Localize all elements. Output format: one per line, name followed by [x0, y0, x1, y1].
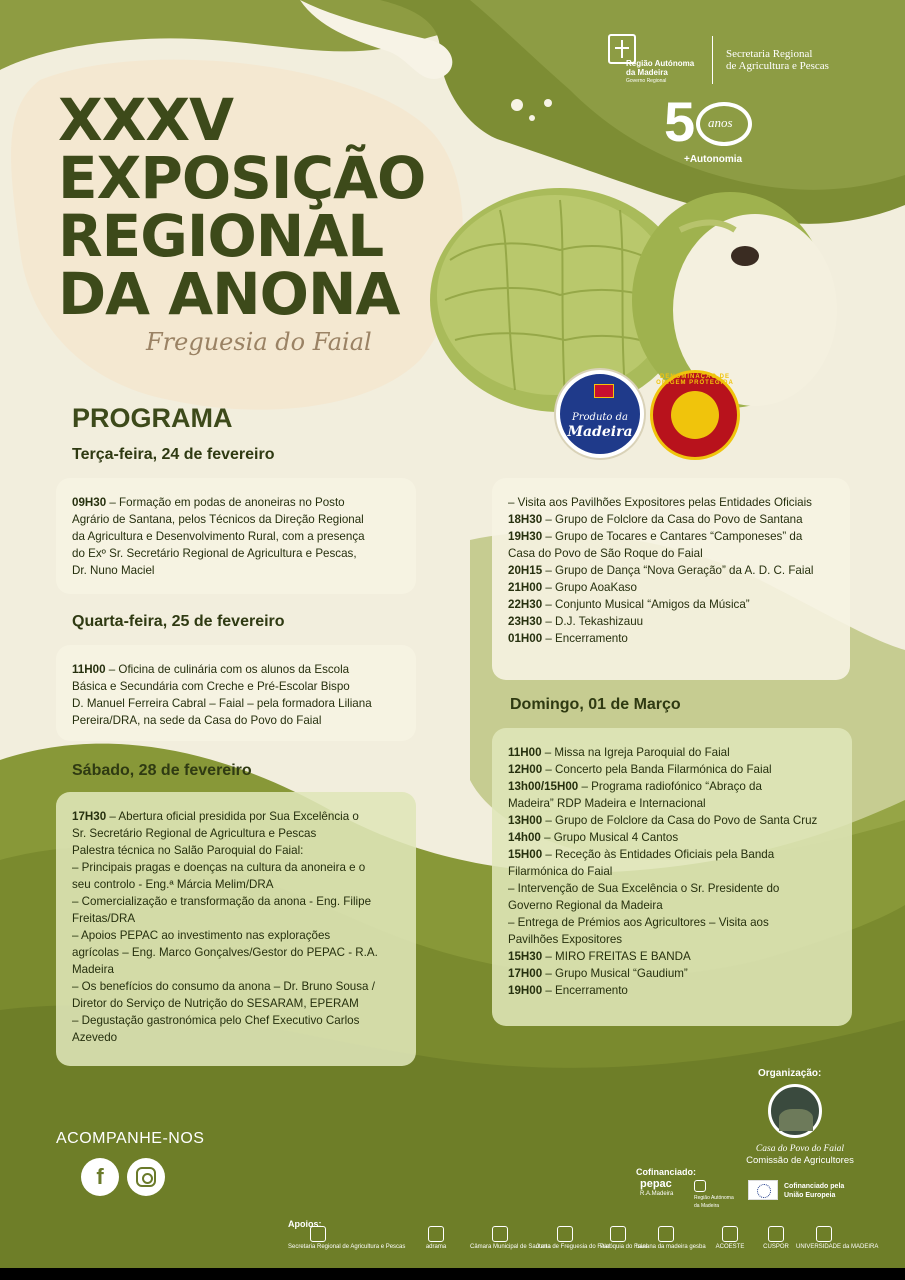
crest-icon — [557, 1226, 573, 1242]
schedule-time: 09H30 — [72, 496, 107, 509]
day-title-sabado: Sábado, 28 de fevereiro — [72, 762, 252, 779]
pepac-sub: R.A.Madeira — [640, 1191, 674, 1197]
schedule-line — [72, 927, 400, 944]
schedule-card-sabado-continued — [492, 478, 850, 680]
schedule-card-terca — [56, 478, 416, 594]
schedule-time: 20H15 — [508, 564, 543, 577]
autonomy-anniversary-logo — [664, 90, 764, 172]
org-name-line1: Casa do Povo do Faial — [755, 1144, 845, 1154]
organizer-name — [740, 1143, 860, 1166]
title-roman-numeral: XXXV — [58, 86, 234, 154]
schedule-text: – Os benefícios do consumo da anona – Dr. Bruno Sousa / — [72, 980, 375, 993]
schedule-line — [508, 914, 836, 931]
pepac-logo — [640, 1180, 673, 1198]
schedule-line — [508, 630, 834, 647]
pm-big-text: Madeira — [567, 424, 633, 440]
sponsor-name: Câmara Municipal de Santana — [470, 1244, 551, 1250]
schedule-text: – Degustação gastronómica pelo Chef Executivo Carlos — [72, 1014, 360, 1027]
schedule-time: 01H00 — [508, 632, 543, 645]
schedule-text: – Encerramento — [542, 984, 628, 997]
sponsor-name: banana da madeira gesba — [636, 1244, 706, 1250]
schedule-text: – Grupo Musical 4 Cantos — [540, 831, 679, 844]
schedule-text: – MIRO FREITAS E BANDA — [542, 950, 691, 963]
schedule-line — [508, 562, 834, 579]
schedule-time: 15H30 — [508, 950, 543, 963]
schedule-line — [72, 808, 400, 825]
schedule-line — [508, 579, 834, 596]
sponsor-name: Paróquia do Faial — [600, 1244, 648, 1250]
schedule-text: Pavilhões Expositores — [508, 933, 623, 946]
schedule-line — [72, 978, 400, 995]
sponsor-logo — [600, 1226, 648, 1256]
schedule-line — [72, 528, 400, 545]
schedule-line — [72, 995, 400, 1012]
schedule-time: 23H30 — [508, 615, 543, 628]
schedule-time: 19H30 — [508, 530, 543, 543]
eu-text1: Cofinanciado pela — [784, 1183, 845, 1190]
region-name — [626, 59, 716, 86]
church-icon — [610, 1226, 626, 1242]
schedule-time: 14h00 — [508, 831, 541, 844]
pepac-name: pepac — [640, 1178, 672, 1190]
schedule-text: Madeira — [72, 963, 114, 976]
secretaria-line1: Secretaria Regional — [726, 48, 813, 60]
region-line2: da Madeira — [626, 68, 668, 77]
sponsor-name: adrama — [425, 1244, 447, 1250]
schedule-line — [508, 795, 836, 812]
schedule-line — [72, 859, 400, 876]
org-name-line2: Comissão de Agricultores — [746, 1155, 854, 1166]
eu-cofinance — [784, 1182, 844, 1200]
schedule-line — [72, 1012, 400, 1029]
schedule-line — [72, 661, 400, 678]
sponsor-logo — [412, 1226, 460, 1256]
schedule-line — [508, 613, 834, 630]
schedule-text: – Grupo de Folclore da Casa do Povo de Santa Cruz — [542, 814, 818, 827]
schedule-line — [72, 1029, 400, 1046]
schedule-line — [72, 562, 400, 579]
sponsor-logo — [706, 1226, 754, 1256]
schedule-text: – Formação em podas de anoneiras no Posto — [106, 496, 345, 509]
cof-region-name: Região Autónoma da Madeira — [694, 1195, 734, 1209]
schedule-text: Governo Regional da Madeira — [508, 899, 663, 912]
instagram-glyph-icon — [136, 1167, 156, 1187]
schedule-text: – Concerto pela Banda Filarmónica do Faial — [542, 763, 772, 776]
schedule-line — [508, 965, 836, 982]
schedule-line — [508, 761, 836, 778]
region-line1: Região Autónoma — [626, 59, 695, 68]
schedule-text: – Visita aos Pavilhões Expositores pelas Entidades Oficiais — [508, 496, 812, 509]
schedule-text: do Exº Sr. Secretário Regional de Agricultura e Pescas, — [72, 547, 357, 560]
cof-region-logo — [694, 1180, 740, 1210]
schedule-line — [72, 842, 400, 859]
schedule-text: Madeira” RDP Madeira e Internacional — [508, 797, 706, 810]
sponsor-name: ACOESTE — [715, 1244, 745, 1250]
sponsor-logo — [762, 1226, 790, 1256]
schedule-text: Diretor do Serviço de Nutrição do SESARAM, EPERAM — [72, 997, 359, 1010]
sponsor-logo — [796, 1226, 879, 1256]
casa-do-povo-logo-icon — [768, 1084, 822, 1138]
schedule-card-sabado — [56, 792, 416, 1066]
schedule-time: 18H30 — [508, 513, 543, 526]
schedule-line — [508, 511, 834, 528]
anniv-number: 5 — [664, 90, 696, 153]
schedule-line — [508, 829, 836, 846]
schedule-text: Casa do Povo de São Roque do Faial — [508, 547, 703, 560]
schedule-text: Filarmónica do Faial — [508, 865, 613, 878]
sponsor-logo — [470, 1226, 551, 1256]
schedule-text: – Grupo de Tocares e Cantares “Camponeses” da — [542, 530, 803, 543]
eu-flag-icon — [748, 1180, 778, 1200]
schedule-line — [508, 812, 836, 829]
schedule-text: – Abertura oficial presidida por Sua Excelência o — [106, 810, 359, 823]
schedule-text: – Intervenção de Sua Excelência o Sr. Presidente do — [508, 882, 780, 895]
region-line3: Governo Regional — [626, 78, 667, 84]
organizacao-label: Organização: — [758, 1068, 822, 1079]
schedule-line — [72, 545, 400, 562]
schedule-line — [508, 545, 834, 562]
anniv-anos: anos — [708, 115, 733, 130]
sponsor-name: Secretaria Regional de Agricultura e Pescas — [288, 1244, 406, 1250]
bird-icon — [768, 1226, 784, 1242]
schedule-line — [72, 678, 400, 695]
schedule-line — [508, 778, 836, 795]
programa-heading: PROGRAMA — [72, 403, 233, 433]
university-icon — [816, 1226, 832, 1242]
day-title-terca: Terça-feira, 24 de fevereiro — [72, 446, 275, 463]
schedule-text: – Grupo de Dança “Nova Geração” da A. D. C. Faial — [542, 564, 814, 577]
schedule-line — [72, 825, 400, 842]
region-crest-icon — [694, 1180, 706, 1192]
schedule-text: – Grupo Musical “Gaudium” — [542, 967, 688, 980]
schedule-line — [508, 863, 836, 880]
title-line-exposicao: EXPOSIÇÃO — [58, 144, 426, 212]
day-title-quarta: Quarta-feira, 25 de fevereiro — [72, 613, 285, 630]
schedule-text: – Grupo AoaKaso — [542, 581, 637, 594]
schedule-text: – Entrega de Prémios aos Agricultores – Visita aos — [508, 916, 769, 929]
schedule-text: – Programa radiofónico “Abraço da — [578, 780, 762, 793]
header-logos — [608, 34, 878, 86]
schedule-time: 22H30 — [508, 598, 543, 611]
crest-icon — [492, 1226, 508, 1242]
schedule-time: 12H00 — [508, 763, 543, 776]
schedule-text: – D.J. Tekashizauu — [542, 615, 644, 628]
schedule-line — [508, 494, 834, 511]
schedule-line — [508, 744, 836, 761]
schedule-time: 21H00 — [508, 581, 543, 594]
schedule-line — [72, 695, 400, 712]
eu-text2: União Europeia — [784, 1192, 836, 1199]
title-line-regional: REGIONAL — [58, 202, 384, 270]
pm-small-text: Produto da — [572, 412, 628, 423]
schedule-text: Palestra técnica no Salão Paroquial do Faial: — [72, 844, 304, 857]
schedule-time: 15H00 — [508, 848, 543, 861]
schedule-line — [508, 948, 836, 965]
bottom-bar — [0, 1268, 905, 1280]
schedule-text: – Apoios PEPAC ao investimento nas explorações — [72, 929, 331, 942]
schedule-text: – Oficina de culinária com os alunos da Escola — [105, 663, 350, 676]
facebook-icon[interactable]: f — [81, 1158, 119, 1196]
schedule-line — [72, 961, 400, 978]
schedule-time: 13H00 — [508, 814, 543, 827]
schedule-line — [508, 846, 836, 863]
schedule-text: Azevedo — [72, 1031, 118, 1044]
schedule-text: Agrário de Santana, pelos Técnicos da Direção Regional — [72, 513, 364, 526]
subtitle-freguesia: Freguesia do Faial — [146, 328, 372, 356]
schedule-time: 11H00 — [72, 663, 106, 676]
schedule-card-domingo — [492, 728, 852, 1026]
schedule-text: Básica e Secundária com Creche e Pré-Escolar Bispo — [72, 680, 350, 693]
schedule-text: da Agricultura e Desenvolvimento Rural, com a presença — [72, 530, 365, 543]
secretaria-name — [726, 48, 829, 72]
schedule-time: 17H00 — [508, 967, 543, 980]
schedule-line — [508, 528, 834, 545]
schedule-text: – Principais pragas e doenças na cultura da anoneira e o — [72, 861, 366, 874]
schedule-line — [72, 712, 400, 729]
leaf-icon — [428, 1226, 444, 1242]
instagram-icon[interactable] — [127, 1158, 165, 1196]
day-title-domingo: Domingo, 01 de Março — [510, 696, 681, 713]
tree-icon — [722, 1226, 738, 1242]
header-divider — [712, 36, 713, 84]
schedule-time: 13h00/15H00 — [508, 780, 579, 793]
schedule-line — [508, 880, 836, 897]
schedule-time: 11H00 — [508, 746, 542, 759]
schedule-line — [508, 596, 834, 613]
dop-seal-text: DENOMINAÇÃO DE ORIGEM PROTEGIDA — [656, 374, 734, 386]
anniv-autonomia: +Autonomia — [684, 154, 743, 165]
sponsor-logo — [536, 1226, 611, 1256]
madeira-flag-icon — [594, 384, 614, 398]
schedule-line — [72, 494, 400, 511]
acompanhe-label: ACOMPANHE-NOS — [56, 1130, 205, 1147]
schedule-text: – Receção às Entidades Oficiais pela Banda — [542, 848, 775, 861]
schedule-text: – Conjunto Musical “Amigos da Música” — [542, 598, 750, 611]
schedule-line — [72, 511, 400, 528]
schedule-text: – Comercialização e transformação da anona - Eng. Filipe — [72, 895, 372, 908]
schedule-text: D. Manuel Ferreira Cabral – Faial – pela formadora Liliana — [72, 697, 372, 710]
secretaria-line2: de Agricultura e Pescas — [726, 60, 829, 72]
schedule-text: Freitas/DRA — [72, 912, 136, 925]
schedule-text: Pereira/DRA, na sede da Casa do Povo do Faial — [72, 714, 322, 727]
sponsor-name: UNIVERSIDADE da MADEIRA — [796, 1244, 879, 1250]
schedule-line — [72, 910, 400, 927]
cofinanciado-label: Cofinanciado: — [636, 1167, 696, 1177]
schedule-line — [72, 876, 400, 893]
sponsor-name: CUSPOR — [763, 1244, 789, 1250]
schedule-text: – Grupo de Folclore da Casa do Povo de Santana — [542, 513, 803, 526]
schedule-text: Dr. Nuno Maciel — [72, 564, 155, 577]
schedule-time: 17H30 — [72, 810, 107, 823]
schedule-line — [508, 897, 836, 914]
apoios-label: Apoios: — [288, 1219, 322, 1229]
sponsor-logo — [288, 1226, 406, 1256]
shield-icon — [310, 1226, 326, 1242]
schedule-line — [72, 893, 400, 910]
title-line-anona: DA ANONA — [58, 260, 400, 328]
produto-madeira-seal — [556, 370, 644, 458]
schedule-line — [508, 931, 836, 948]
sponsor-name: Junta de Freguesia do Faial — [536, 1244, 611, 1250]
schedule-text: Sr. Secretário Regional de Agricultura e Pescas — [72, 827, 317, 840]
schedule-text: – Encerramento — [542, 632, 628, 645]
schedule-text: – Missa na Igreja Paroquial do Faial — [541, 746, 730, 759]
schedule-line — [72, 944, 400, 961]
schedule-line — [508, 982, 836, 999]
schedule-time: 19H00 — [508, 984, 543, 997]
sponsor-logo — [636, 1226, 706, 1256]
banana-icon — [658, 1226, 674, 1242]
schedule-text: seu controlo - Eng.ª Márcia Melim/DRA — [72, 878, 274, 891]
schedule-text: agrícolas – Eng. Marco Gonçalves/Gestor do PEPAC - R.A. — [72, 946, 378, 959]
schedule-card-quarta — [56, 645, 416, 741]
